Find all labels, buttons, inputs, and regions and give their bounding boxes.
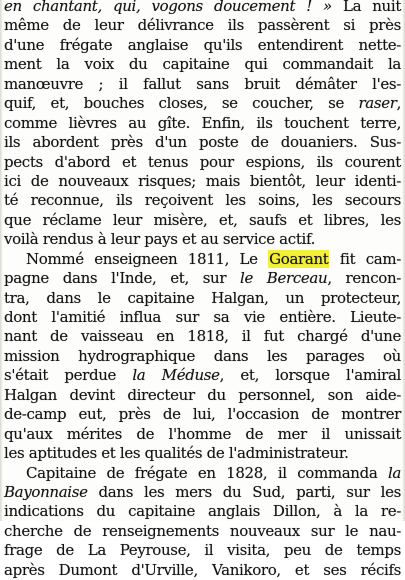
- text-line: [4, 16, 401, 35]
- text-segment: , et, lorsque l'amiral: [219, 366, 401, 385]
- text-segment: ,: [396, 94, 401, 113]
- text-line: [4, 0, 401, 16]
- text-line: [4, 541, 401, 560]
- text-segment: quif, et, bouches closes, se coucher, se: [4, 94, 359, 113]
- text-line: [4, 464, 401, 483]
- text-segment: té reconnue, ils reçoivent les soins, les secours: [4, 191, 401, 210]
- text-line: [4, 483, 401, 502]
- text-line: [4, 425, 401, 444]
- text-segment: pects d'abord et tenus pour espions, ils courent: [4, 152, 401, 171]
- text-line: [4, 405, 401, 424]
- text-segment: indications du capitaine anglais Dillon, à la re-: [4, 502, 401, 521]
- text-segment: d'une frégate anglaise qu'ils entendirent nette-: [4, 35, 401, 54]
- text-segment: pagne dans l'Inde, et, sur: [4, 269, 240, 288]
- text-line: [4, 172, 401, 191]
- italic-text: la Méduse: [132, 366, 220, 385]
- text-line: [4, 230, 401, 249]
- text-line: [4, 561, 401, 580]
- text-segment: Nommé enseigneen 1811, Le: [26, 249, 269, 268]
- text-segment: nant de vaisseau en 1818, il fut chargé d'une: [4, 327, 401, 346]
- text-segment: même de leur délivrance ils passèrent si près: [4, 16, 401, 35]
- text-segment: fit cam-: [329, 249, 401, 268]
- italic-text: raser: [358, 94, 397, 113]
- text-segment: Halgan devint directeur du personnel, son aide-: [4, 385, 401, 404]
- text-line: [4, 250, 401, 269]
- text-line: [4, 133, 401, 152]
- text-line: [4, 55, 401, 74]
- text-segment: La nuit: [342, 0, 401, 15]
- highlighted-name: Goarant: [269, 249, 329, 268]
- text-segment: que réclame leur misère, et, saufs et libres, les: [4, 210, 401, 229]
- text-segment: , rencon-: [327, 269, 401, 288]
- text-line: [4, 36, 401, 55]
- text-line: [4, 366, 401, 385]
- text-line: [4, 153, 401, 172]
- text-line: [4, 308, 401, 327]
- italic-text: en chantant, qui, vogons doucement ! »: [4, 0, 343, 15]
- text-line: [4, 347, 401, 366]
- text-segment: dont l'amitié influa sur sa vie entière. Lieute-: [4, 308, 401, 326]
- italic-text: la: [387, 463, 401, 482]
- text-segment: manœuvre ; il fallut sans bruit démâter l'es-: [4, 74, 401, 93]
- text-segment: ici de nouveaux risques; mais bientôt, leur identi-: [4, 171, 401, 190]
- italic-text: Bayonnaise: [4, 482, 88, 501]
- italic-text: le Berceau: [240, 269, 328, 288]
- text-segment: les aptitudes et les qualités de l'administrateur.: [4, 444, 349, 463]
- text-segment: ils abordent près d'un poste de douaniers. Sus-: [4, 133, 401, 152]
- text-line: [4, 75, 401, 94]
- text-segment: qu'aux mérites de l'homme de mer il unissait: [4, 424, 401, 443]
- text-segment: frage de La Peyrouse, il visita, peu de temps: [4, 541, 401, 560]
- text-line: [4, 211, 401, 230]
- text-line: [4, 289, 401, 308]
- text-segment: dans les mers du Sud, parti, sur les: [87, 482, 401, 501]
- text-segment: comme lièvres au gîte. Enfin, ils touchent terre,: [4, 113, 401, 132]
- text-line: [4, 269, 401, 288]
- scan-edge-left: [0, 0, 3, 521]
- text-segment: après Dumont d'Urville, Vanikoro, et ses récifs: [4, 560, 401, 579]
- text-line: [4, 94, 401, 113]
- text-segment: mission hydrographique dans les parages où: [4, 346, 401, 365]
- text-segment: cherche de renseignements nouveaux sur le nau-: [4, 521, 401, 540]
- text-line: [4, 191, 401, 210]
- text-segment: s'était perdue: [4, 366, 133, 385]
- text-segment: voilà rendus à leur pays et au service actif.: [4, 230, 316, 249]
- text-line: [4, 386, 401, 405]
- text-segment: de-camp eut, près de lui, l'occasion de montrer: [4, 405, 401, 424]
- text-segment: tra, dans le capitaine Halgan, un protecteur,: [4, 288, 401, 307]
- text-segment: Capitaine de frégate en 1828, il commanda: [26, 463, 388, 482]
- text-line: [4, 502, 401, 521]
- text-column: [4, 0, 401, 580]
- text-line: [4, 114, 401, 133]
- text-line: [4, 444, 401, 463]
- text-line: [4, 522, 401, 541]
- text-line: [4, 327, 401, 346]
- text-segment: ment la voix du capitaine qui commandait la: [4, 55, 401, 74]
